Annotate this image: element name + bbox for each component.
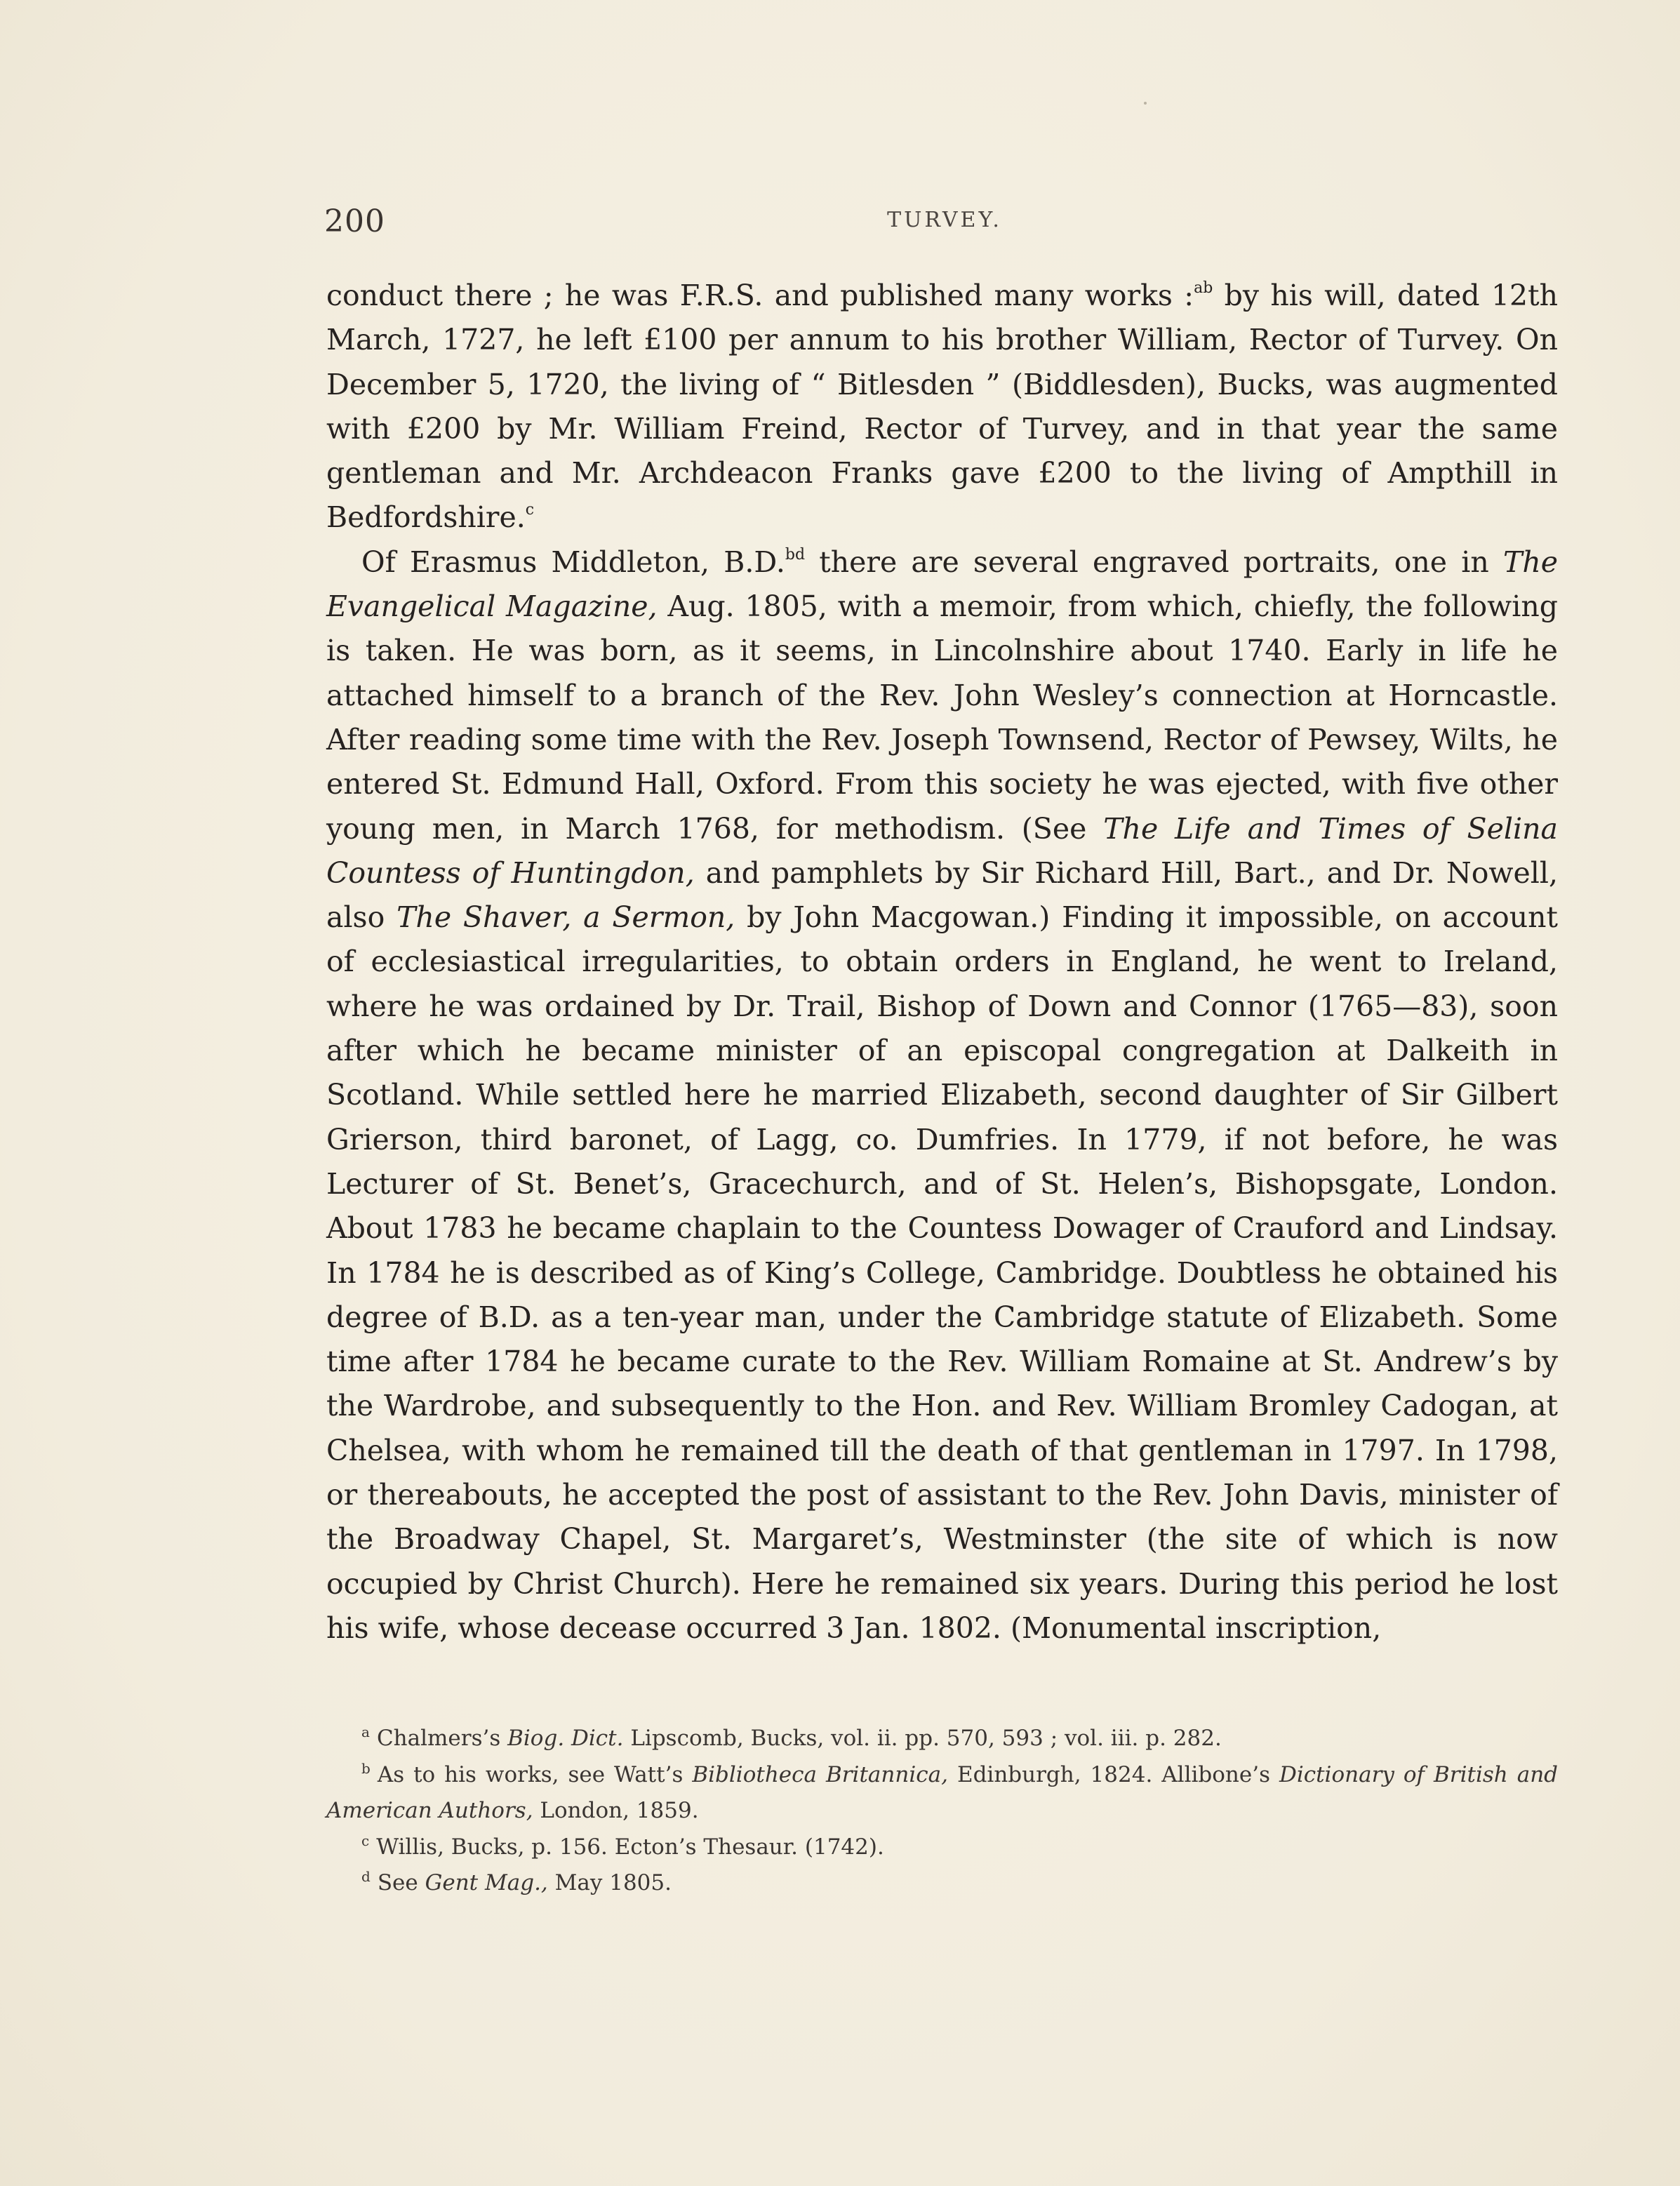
text-run: See	[377, 1870, 425, 1895]
footnote-ref: bd	[785, 545, 806, 564]
italic-title: Gent Mag.,	[425, 1870, 548, 1895]
text-run: Of Erasmus Middleton, B.D.	[361, 545, 785, 579]
footnote-b	[326, 1757, 1558, 1830]
text-run: by John Macgowan.) Finding it impossible, on account of ecclesiastical irregularities, to obtain orders in England, he went to Ireland, where he was ordained by Dr. Trail, Bishop of Down and Connor (1765—83), soon after which he became minister of an episcopal congregation at Dalkeith in Scotland. While settled here he married Elizabeth, second daughter of Sir Gilbert Grierson, third baronet, of Lagg, co. Dumfries. In 1779, if not before, he was Lecturer of St. Benet’s, Gracechurch, and of St. Helen’s, Bishopsgate, London. About 1783 he became chaplain to the Countess Dowager of Crauford and Lindsay. In 1784 he is described as of King’s College, Cambridge. Doubtless he obtained his degree of B.D. as a ten-year man, under the Cambridge statute of Elizabeth. Some time after 1784 he became curate to the Rev. William Romaine at St. Andrew’s by the Wardrobe, and subsequently to the Hon. and Rev. William Bromley Cadogan, at Chelsea, with whom he remained till the death of that gentleman in 1797. In 1798, or thereabouts, he accepted the post of assistant to the Rev. John Davis, minister of the Broadway Chapel, St. Margaret’s, Westminster (the site of which is now occupied by Christ Church). Here he remained six years. During this period he lost his wife, whose decease occurred 3 Jan. 1802. (Monumental inscription,	[326, 900, 1559, 1645]
text-run: May 1805.	[547, 1870, 672, 1895]
page-number: 200	[324, 204, 385, 239]
running-title: TURVEY.	[887, 208, 1002, 232]
italic-title: The Evangelical Magazine,	[326, 545, 1558, 624]
paragraph-middleton	[326, 540, 1558, 1651]
text-run: Aug. 1805, with a memoir, from which, chiefly, the following is taken. He was born, as it seems, in Lincolnshire about 1740. Early in life he attached himself to a branch of the Rev. John Wesley’s connection at Horncastle. After reading some time with the Rev. Joseph Townsend, Rector of Pewsey, Wilts, he entered St. Edmund Hall, Oxford. From this society he was ejected, with five other young men, in March 1768, for methodism. (See	[326, 589, 1558, 846]
text-run: As to his works, see Watt’s	[377, 1761, 693, 1787]
footnote-mark: a	[361, 1724, 370, 1740]
footnote-d	[326, 1865, 1558, 1902]
text-run: there are several engraved portraits, one in	[805, 545, 1503, 579]
footnote-a	[326, 1721, 1558, 1757]
italic-title: Dictionary of British and American Authors,	[326, 1761, 1559, 1823]
footnote-ref: c	[525, 501, 535, 519]
text-run: Willis, Bucks, p. 156. Ecton’s Thesaur. (1742).	[376, 1834, 884, 1860]
text-run: and pamphlets by Sir Richard Hill, Bart., and Dr. Nowell, also	[326, 855, 1558, 935]
footnotes	[326, 1721, 1558, 1902]
italic-title: Biog. Dict.	[507, 1726, 624, 1751]
italic-title: The Shaver, a Sermon,	[396, 900, 735, 935]
text-run: by his will, dated 12th March, 1727, he left £100 per annum to his brother William, Rector of Turvey. On December 5, 1720, the living of “ Bitlesden ” (Biddlesden), Bucks, was augmented with £200 by Mr. William Freind, Rector of Turvey, and in that year the same gentleman and Mr. Archdeacon Franks gave £200 to the living of Ampthill in Bedfordshire.	[326, 279, 1558, 535]
text-run: Lipscomb, Bucks, vol. ii. pp. 570, 593 ; vol. iii. p. 282.	[623, 1726, 1222, 1751]
footnote-ref: ab	[1194, 279, 1213, 297]
italic-title: The Life and Times of Selina Countess of Huntingdon,	[326, 811, 1558, 890]
text-run: Chalmers’s	[376, 1726, 508, 1751]
footnote-c	[326, 1830, 1558, 1866]
text-run: conduct there ; he was F.R.S. and published many works :	[326, 279, 1194, 312]
paragraph-freind	[326, 274, 1558, 540]
italic-title: Bibliotheca Britannica,	[692, 1761, 948, 1787]
paper-speck	[1144, 102, 1147, 105]
footnote-mark: b	[361, 1759, 371, 1777]
footnote-mark: d	[361, 1868, 371, 1885]
footnote-mark: c	[361, 1832, 370, 1849]
main-text	[326, 274, 1558, 1651]
text-run: Edinburgh, 1824. Allibone’s	[947, 1761, 1279, 1787]
page-header	[324, 204, 1565, 246]
text-run: London, 1859.	[533, 1798, 699, 1823]
